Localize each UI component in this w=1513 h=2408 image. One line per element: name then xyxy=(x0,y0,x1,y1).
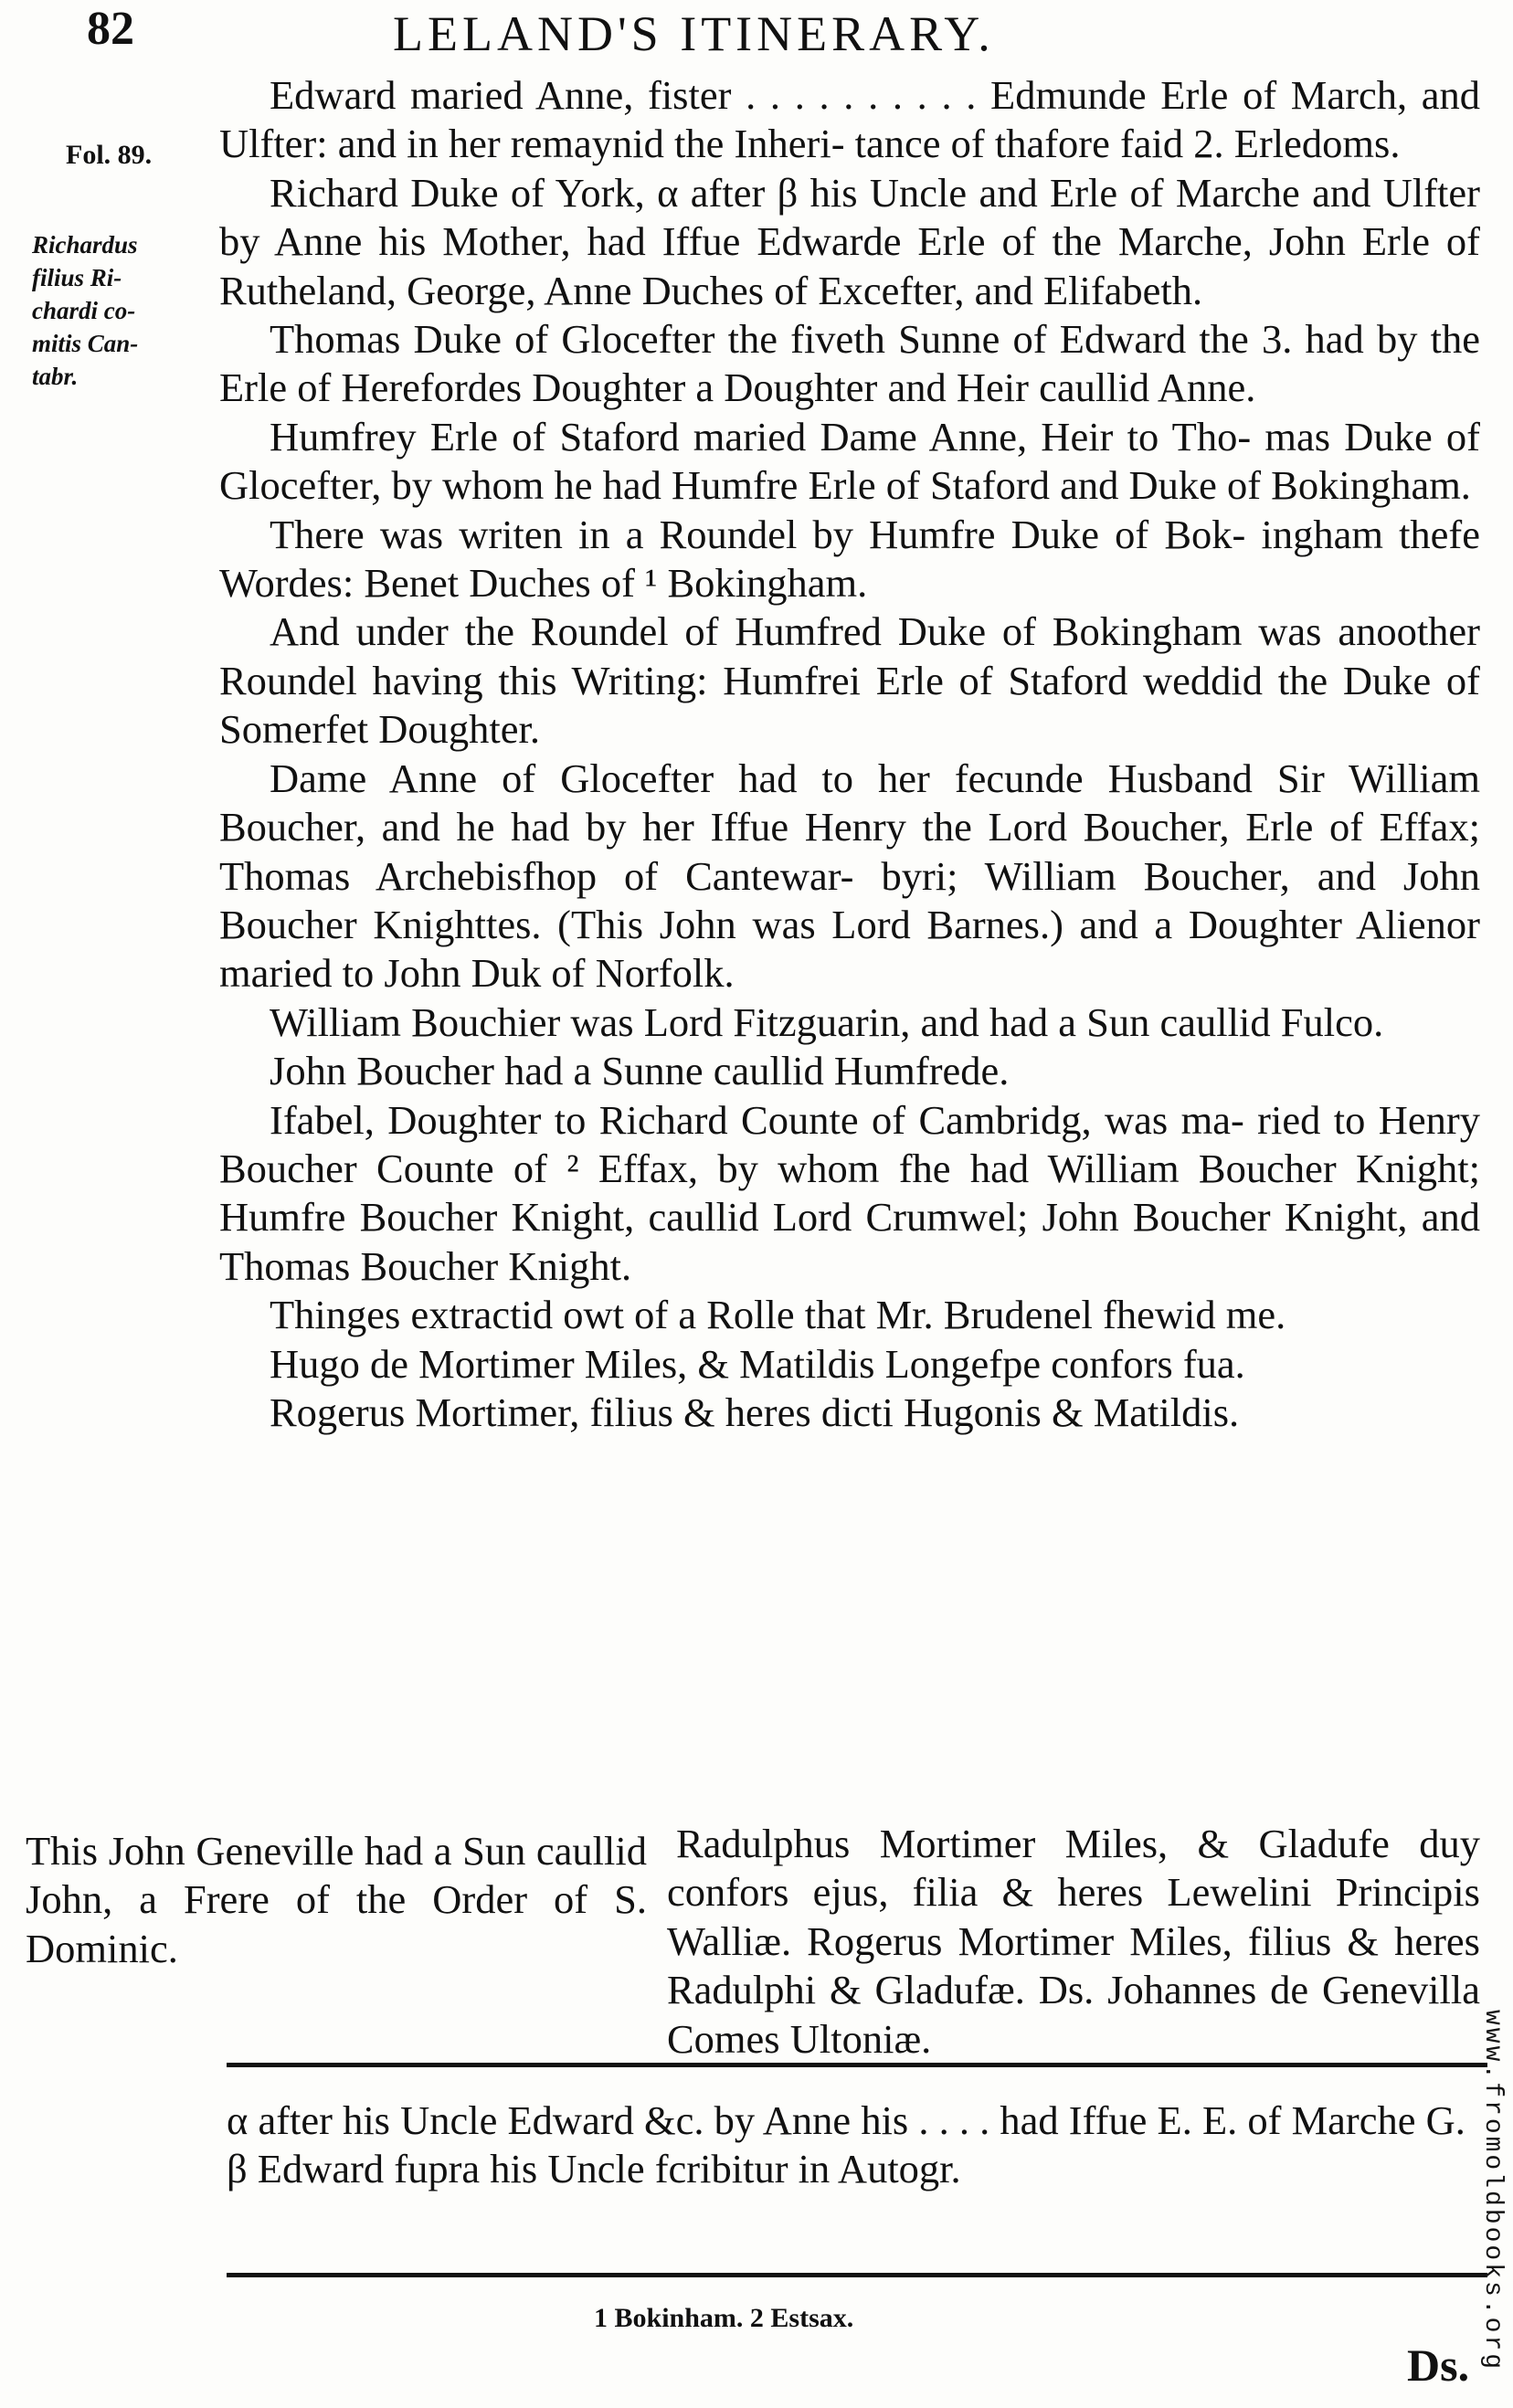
page-header xyxy=(87,0,1494,64)
margin-line: chardi co- xyxy=(32,297,136,324)
paragraph xyxy=(219,1291,1480,1339)
text-line: Knight. xyxy=(508,1242,632,1289)
text-line: mas Duke of Glocefter, by whom he had Humfre Erle of xyxy=(219,413,1480,509)
paragraph xyxy=(219,1340,1480,1389)
text-line: Hugo de Mortimer Miles, & Matildis Longefpe confors fua. xyxy=(270,1340,1245,1387)
paragraph xyxy=(219,1096,1480,1292)
text-line: Richard Duke of York, α after β his Uncle and Erle of Marche xyxy=(270,169,1300,216)
text-line: Heir caullid Anne. xyxy=(956,364,1256,411)
footnote-rule-bottom xyxy=(227,2273,1487,2277)
text-line: was Lord Barnes.) and a Doughter Alienor maried to John xyxy=(219,901,1480,997)
text-line: ingham thefe Wordes: Benet Duches of ¹ Bokingham. xyxy=(219,511,1481,607)
watermark: www.fromoldbooks.org xyxy=(1478,2010,1507,2372)
text-line: Thomas Duke of Glocefter the fiveth Sunne of Edward the xyxy=(270,316,1249,363)
text-line: ried to Henry Boucher Counte of ² Effax, by whom fhe had xyxy=(219,1096,1480,1191)
latin-margin-note xyxy=(32,228,215,393)
text-line: Ifabel, Doughter to Richard Counte of Cambridg, was ma- xyxy=(270,1096,1244,1143)
text-line: John Boucher had a Sunne caullid Humfrede. xyxy=(270,1048,1010,1094)
text-line: was anoother Roundel having this Writing: Humfrei Erle of xyxy=(219,608,1481,703)
text-line: Thinges extractid owt of a Rolle that Mr. Brudenel fhewid me. xyxy=(270,1292,1286,1338)
paragraph xyxy=(219,169,1480,315)
margin-line: Richardus xyxy=(32,231,138,259)
text-line: Rogerus Mortimer, filius & heres dicti Hugonis & Matildis. xyxy=(270,1389,1240,1435)
paragraph xyxy=(219,315,1480,413)
text-line: Staford and Duke of Bokingham. xyxy=(929,462,1471,509)
paragraph xyxy=(219,1047,1480,1095)
text-line: Duk of Norfolk. xyxy=(471,950,735,997)
margin-line: tabr. xyxy=(32,363,79,390)
paragraph xyxy=(219,413,1480,511)
text-line: William Boucher Knight; Humfre Boucher Knight, caullid xyxy=(219,1145,1480,1241)
paragraph xyxy=(219,998,1480,1047)
footnote-block: α after his Uncle Edward &c. by Anne his . . . . had Iffue E. E. of Marche G. β Edward fupra his Uncle fcribitur in Autogr. xyxy=(227,2097,1465,2192)
text-line: Erle of March, and Ulfter: and in her remaynid the Inheri- xyxy=(219,72,1480,167)
text-line: and Ulfter by Anne his Mother, had Iffue Edwarde Erle of xyxy=(219,169,1480,265)
page-number: 82 xyxy=(87,3,134,55)
text-line: Edward maried Anne, fister . . . . . . . . . . Edmunde xyxy=(270,72,1147,118)
text-line: Staford weddid the Duke of Somerfet Doughter. xyxy=(219,657,1480,753)
text-line: William Bouchier was Lord Fitzguarin, and had a Sun xyxy=(270,998,1150,1045)
text-line: And under the Roundel of Humfred Duke of Bokingham xyxy=(270,608,1243,655)
text-line: caullid Fulco. xyxy=(1159,998,1384,1045)
margin-line: mitis Can- xyxy=(32,330,139,357)
text-line: There was writen in a Roundel by Humfre Duke of Bok- xyxy=(270,511,1246,557)
running-title: LELAND'S ITINERARY. xyxy=(393,6,995,61)
text-line: Dame Anne of Glocefter had to her fecunde Husband Sir xyxy=(270,755,1325,801)
paragraph xyxy=(219,71,1480,169)
paragraph xyxy=(219,511,1480,608)
text-line: William Boucher, and he had by her Iffue Henry the Lord xyxy=(219,755,1480,850)
text-line: tance of thafore faid 2. Erledoms. xyxy=(854,121,1401,167)
main-text xyxy=(219,71,1480,1437)
margin-line: filius Ri- xyxy=(32,264,122,291)
text-line: byri; William Boucher, and John Boucher Knighttes. (This John xyxy=(219,852,1480,947)
text-line: Humfrey Erle of Staford maried Dame Anne, Heir to Tho- xyxy=(270,413,1252,459)
geneville-note: This John Geneville had a Sun caullid John, a Frere of the Order of S. Dominic. xyxy=(26,1828,647,1971)
folio-note: Fol. 89. xyxy=(66,140,153,170)
text-line: the Marche, John Erle of Rutheland, George, Anne Duches xyxy=(219,218,1480,313)
paragraph xyxy=(219,607,1480,754)
text-line: of Excefter, and Elifabeth. xyxy=(774,267,1203,313)
catchword: Ds. xyxy=(1407,2339,1470,2391)
text-line: 3. had by the Erle of Herefordes Doughter a Doughter and xyxy=(219,316,1480,411)
footnote-rule-top xyxy=(227,2063,1487,2067)
variant-footnotes: 1 Bokinham. 2 Estsax. xyxy=(594,2303,854,2333)
mortimer-genealogy: Radulphus Mortimer Miles, & Gladufe duy confors ejus, filia & heres Lewelini Principis Walliæ. Rogerus Mortimer Miles, filius & heres Radulphi & Gladufæ. Ds. Johannes de Genevilla Comes Ultoniæ. xyxy=(667,1821,1480,2062)
text-line: Lord Crumwel; John Boucher Knight, and Thomas Boucher xyxy=(219,1194,1480,1289)
paragraph xyxy=(219,755,1480,998)
paragraph xyxy=(219,1389,1480,1437)
text-line: Boucher, Erle of Effax; Thomas Archebisfhop of Cantewar- xyxy=(219,804,1480,899)
